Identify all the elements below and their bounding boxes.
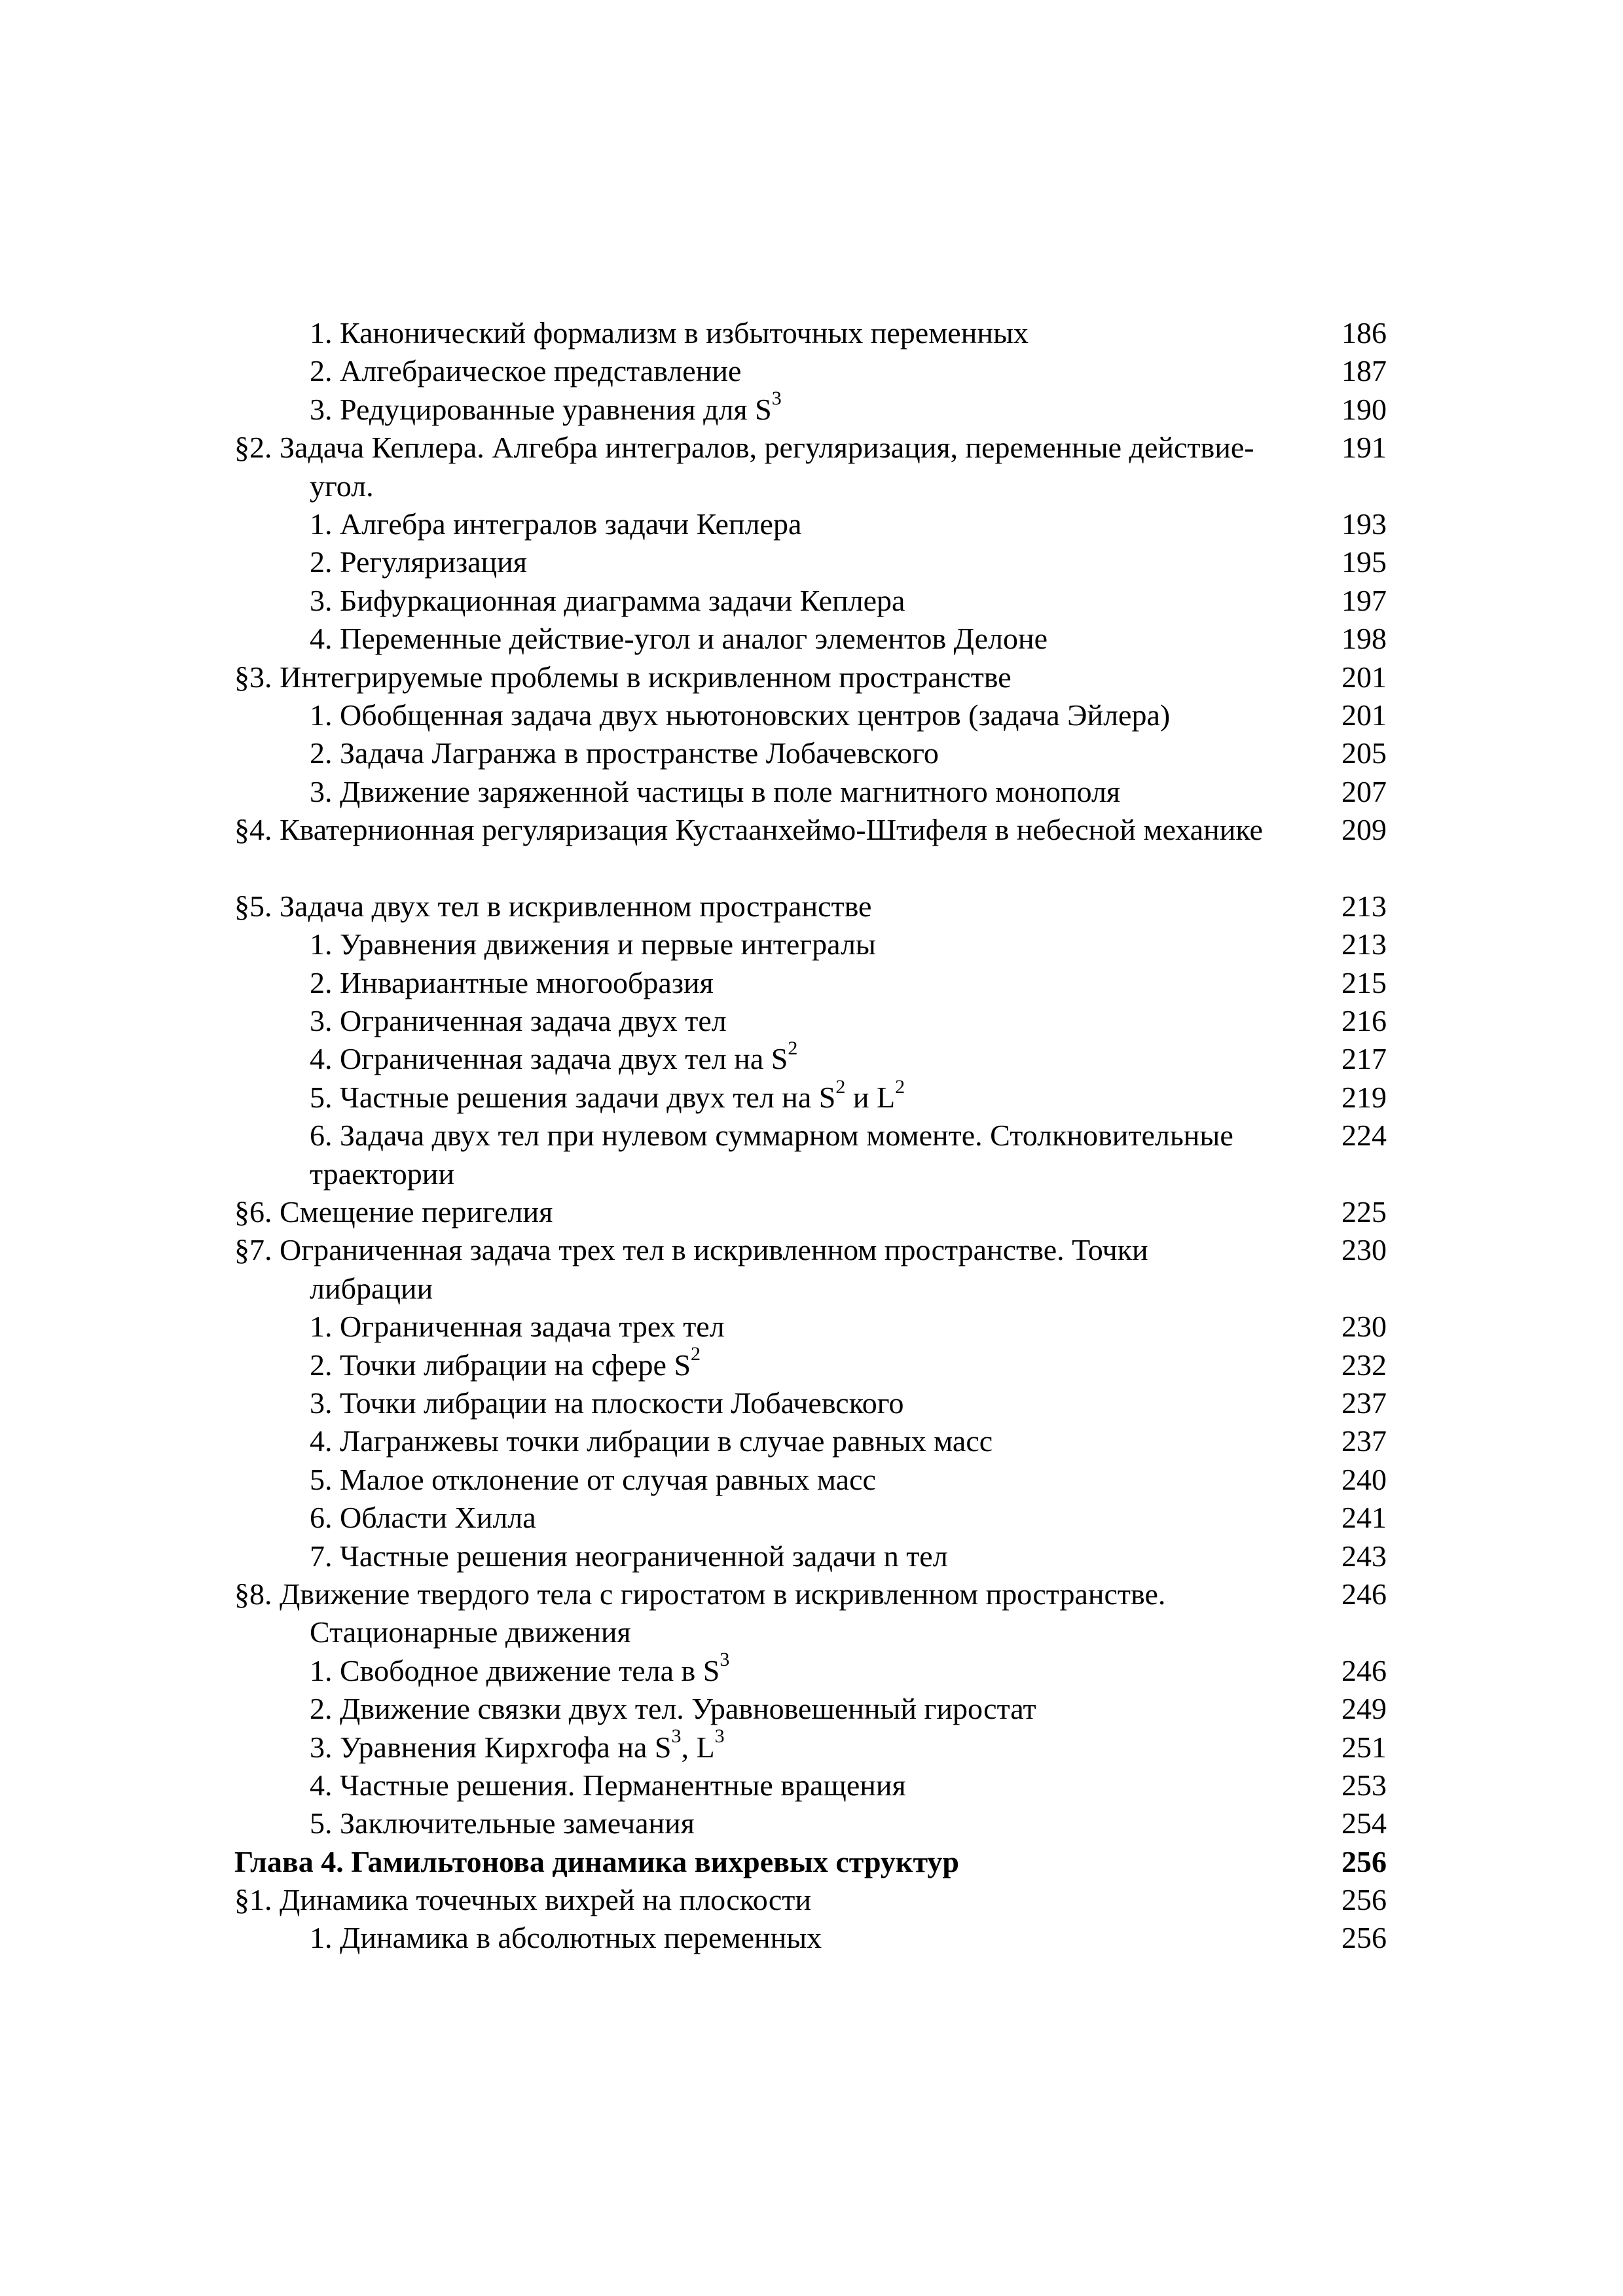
toc-section-entry <box>234 811 1387 888</box>
superscript: 3 <box>771 387 782 410</box>
toc-page-number: 254 <box>1341 1806 1387 1840</box>
toc-entry-text: 6. Задача двух тел при нулевом суммарном моменте. Столкновительные траектории <box>310 1119 1233 1191</box>
toc-entry-text: §3. Интегрируемые проблемы в искривленном пространстве <box>234 660 1012 694</box>
toc-entry-title <box>310 925 1275 963</box>
toc-entry-text: 3. Точки либрации на плоскости Лобачевского <box>310 1386 904 1420</box>
toc-page-number: 246 <box>1341 1653 1387 1687</box>
toc-entry-title <box>310 1690 1275 1728</box>
toc-entry-text: 7. Частные решения неограниченной задачи n тел <box>310 1539 948 1573</box>
toc-page-number: 195 <box>1341 545 1387 579</box>
toc-page-number: 230 <box>1341 1233 1387 1267</box>
toc-entry-text: 2. Алгебраическое представление <box>310 354 742 388</box>
toc-page-number: 241 <box>1341 1501 1387 1535</box>
toc-entry-title <box>310 352 1275 390</box>
toc-subsection-entry <box>234 1537 1387 1575</box>
toc-entry-text: 2. Регуляризация <box>310 545 527 579</box>
toc-subsection-entry <box>234 1690 1387 1728</box>
toc-page-number: 246 <box>1341 1577 1387 1611</box>
toc-section-entry <box>234 888 1387 925</box>
toc-page-number: 249 <box>1341 1692 1387 1726</box>
toc-entry-text: 2. Задача Лагранжа в пространстве Лобачевского <box>310 736 939 770</box>
toc-page-number: 216 <box>1341 1004 1387 1038</box>
toc-entry-text: Глава 4. Гамильтонова динамика вихревых структур <box>234 1844 960 1878</box>
toc-section-entry <box>234 429 1387 505</box>
toc-entry-title <box>310 543 1275 581</box>
toc-entry-text: §1. Динамика точечных вихрей на плоскости <box>234 1883 812 1917</box>
toc-entry-title <box>310 582 1275 620</box>
toc-section-entry <box>234 658 1387 696</box>
toc-subsection-entry <box>234 1767 1387 1804</box>
toc-subsection-entry <box>234 1075 1387 1117</box>
toc-entry-title <box>234 1575 1275 1652</box>
toc-entry-title <box>310 1725 1275 1767</box>
toc-page-number: 232 <box>1341 1348 1387 1382</box>
toc-entry-title <box>310 734 1275 772</box>
toc-subsection-entry <box>234 1117 1387 1193</box>
toc-subsection-entry <box>234 734 1387 772</box>
superscript: 3 <box>720 1649 730 1671</box>
toc-subsection-entry <box>234 1461 1387 1499</box>
toc-entry-title <box>310 1075 1275 1117</box>
toc-entry-title <box>310 1461 1275 1499</box>
toc-entry-title <box>234 1231 1275 1308</box>
toc-page-number: 237 <box>1341 1424 1387 1458</box>
toc-entry-text: §7. Ограниченная задача трех тел в искривленном пространстве. Точки либрации <box>234 1233 1148 1305</box>
toc-page-number: 240 <box>1341 1462 1387 1496</box>
toc-entry-text: 2. Движение связки двух тел. Уравновешенный гиростат <box>310 1692 1036 1726</box>
toc-subsection-entry <box>234 582 1387 620</box>
toc-entry-title <box>310 505 1275 543</box>
toc-page-number: 213 <box>1341 927 1387 961</box>
toc-entry-text: 1. Канонический формализм в избыточных переменных <box>310 316 1029 350</box>
toc-subsection-entry <box>234 1002 1387 1040</box>
toc-subsection-entry <box>234 696 1387 734</box>
toc-entry-title <box>310 1649 1275 1690</box>
toc-entry-title <box>310 1037 1275 1078</box>
toc-entry-text: 5. Частные решения задачи двух тел на S <box>310 1080 836 1114</box>
toc-entry-title <box>310 314 1275 352</box>
toc-page-number: 237 <box>1341 1386 1387 1420</box>
toc-entry-title <box>234 888 1275 925</box>
toc-entry-text: 1. Алгебра интегралов задачи Кеплера <box>310 507 802 541</box>
toc-entry-title <box>310 696 1275 734</box>
toc-entry-text: 4. Переменные действие-угол и аналог элементов Делоне <box>310 622 1048 656</box>
toc-entry-text: 6. Области Хилла <box>310 1501 536 1535</box>
toc-page-number: 217 <box>1341 1042 1387 1076</box>
toc-section-entry <box>234 1575 1387 1652</box>
toc-page-number: 190 <box>1341 392 1387 426</box>
toc-entry-title <box>310 964 1275 1002</box>
toc-page-number: 256 <box>1341 1921 1387 1955</box>
toc-entry-title <box>310 387 1275 429</box>
toc-entry-title <box>310 1308 1275 1346</box>
toc-entry-text: §8. Движение твердого тела с гиростатом в искривленном пространстве. Стационарные движения <box>234 1577 1166 1649</box>
toc-entry-text: 2. Точки либрации на сфере S <box>310 1348 691 1382</box>
toc-entry-text: 3. Бифуркационная диаграмма задачи Кеплера <box>310 583 905 617</box>
toc-entry-title <box>310 1499 1275 1537</box>
toc-entry-title <box>310 773 1275 811</box>
toc-section-entry <box>234 1193 1387 1231</box>
toc-entry-text: 4. Ограниченная задача двух тел на S <box>310 1042 788 1076</box>
toc-entry-text: 1. Динамика в абсолютных переменных <box>310 1921 822 1955</box>
toc-section-entry <box>234 1231 1387 1308</box>
toc-subsection-entry <box>234 314 1387 352</box>
toc-page-number: 219 <box>1341 1080 1387 1114</box>
toc-subsection-entry <box>234 1725 1387 1767</box>
superscript: 2 <box>895 1075 905 1098</box>
toc-entry-text: 1. Обобщенная задача двух ньютоновских центров (задача Эйлера) <box>310 698 1171 732</box>
toc-entry-title <box>310 1919 1275 1957</box>
toc-subsection-entry <box>234 543 1387 581</box>
toc-entry-text-continued: , L <box>681 1730 715 1764</box>
toc-entry-text: 3. Уравнения Кирхгофа на S <box>310 1730 672 1764</box>
toc-page-number: 187 <box>1341 354 1387 388</box>
toc-page-number: 205 <box>1341 736 1387 770</box>
toc-entry-title <box>310 1002 1275 1040</box>
toc-entry-text: 1. Ограниченная задача трех тел <box>310 1310 725 1344</box>
toc-page-number: 215 <box>1341 965 1387 999</box>
toc-entry-text: 3. Движение заряженной частицы в поле магнитного монополя <box>310 774 1121 808</box>
toc-subsection-entry <box>234 352 1387 390</box>
toc-chapter-entry <box>234 1843 1387 1881</box>
toc-page-number: 201 <box>1341 698 1387 732</box>
toc-subsection-entry <box>234 1804 1387 1842</box>
toc-subsection-entry <box>234 1343 1387 1384</box>
toc-page-number: 251 <box>1341 1730 1387 1764</box>
toc-entry-title <box>234 811 1275 849</box>
toc-entry-text: 3. Ограниченная задача двух тел <box>310 1004 727 1038</box>
toc-entry-text: 3. Редуцированные уравнения для S <box>310 392 772 426</box>
toc-entry-text: §2. Задача Кеплера. Алгебра интегралов, регуляризация, переменные действие-угол. <box>234 431 1254 503</box>
toc-entry-text: 4. Лагранжевы точки либрации в случае равных масс <box>310 1424 993 1458</box>
toc-entry-text: §4. Кватернионная регуляризация Кустаанхеймо-Штифеля в небесной механике <box>234 813 1263 847</box>
toc-entry-title <box>310 1767 1275 1804</box>
toc-entry-title <box>310 1422 1275 1460</box>
toc-entry-title <box>310 1343 1275 1384</box>
toc-subsection-entry <box>234 925 1387 963</box>
toc-subsection-entry <box>234 1308 1387 1346</box>
superscript: 3 <box>671 1725 682 1748</box>
toc-subsection-entry <box>234 1422 1387 1460</box>
toc-page-number: 201 <box>1341 660 1387 694</box>
toc-page-number: 213 <box>1341 889 1387 923</box>
superscript: 2 <box>788 1037 798 1060</box>
toc-entry-text: §5. Задача двух тел в искривленном пространстве <box>234 889 872 923</box>
toc-entry-title <box>234 1881 1275 1919</box>
toc-entry-text: §6. Смещение перигелия <box>234 1195 553 1229</box>
toc-page-number: 209 <box>1341 813 1387 847</box>
toc-entry-text: 2. Инвариантные многообразия <box>310 965 714 999</box>
toc-subsection-entry <box>234 620 1387 658</box>
toc-subsection-entry <box>234 773 1387 811</box>
toc-subsection-entry <box>234 1384 1387 1422</box>
toc-page-number: 224 <box>1341 1119 1387 1153</box>
superscript: 3 <box>714 1725 725 1748</box>
toc-entry-text-continued: и L <box>845 1080 896 1114</box>
toc-entry-text: 1. Уравнения движения и первые интегралы <box>310 927 876 961</box>
toc-entry-title <box>234 1193 1275 1231</box>
toc-entry-text: 5. Заключительные замечания <box>310 1806 695 1840</box>
toc-page-number: 243 <box>1341 1539 1387 1573</box>
toc-entry-text: 5. Малое отклонение от случая равных масс <box>310 1462 876 1496</box>
toc-page-number: 225 <box>1341 1195 1387 1229</box>
toc-page-number: 193 <box>1341 507 1387 541</box>
toc-page-number: 230 <box>1341 1310 1387 1344</box>
toc-subsection-entry <box>234 1649 1387 1690</box>
table-of-contents <box>234 314 1387 1958</box>
toc-page-number: 253 <box>1341 1768 1387 1802</box>
toc-entry-title <box>234 658 1275 696</box>
toc-subsection-entry <box>234 964 1387 1002</box>
toc-entry-title <box>234 1843 1275 1881</box>
toc-entry-text: 4. Частные решения. Перманентные вращения <box>310 1768 906 1802</box>
toc-entry-title <box>310 620 1275 658</box>
toc-page-number: 198 <box>1341 622 1387 656</box>
toc-page-number: 256 <box>1341 1883 1387 1917</box>
toc-entry-title <box>310 1117 1275 1193</box>
toc-subsection-entry <box>234 1499 1387 1537</box>
toc-entry-text: 1. Свободное движение тела в S <box>310 1653 720 1687</box>
toc-page-number: 186 <box>1341 316 1387 350</box>
toc-page-number: 256 <box>1341 1844 1387 1878</box>
toc-entry-title <box>310 1384 1275 1422</box>
toc-page-number: 191 <box>1341 431 1387 465</box>
toc-page-number: 197 <box>1341 583 1387 617</box>
toc-subsection-entry <box>234 387 1387 429</box>
toc-subsection-entry <box>234 1037 1387 1078</box>
toc-entry-title <box>310 1537 1275 1575</box>
superscript: 2 <box>835 1075 846 1098</box>
toc-section-entry <box>234 1881 1387 1919</box>
toc-entry-title <box>234 429 1275 505</box>
superscript: 2 <box>691 1343 701 1365</box>
toc-entry-title <box>310 1804 1275 1842</box>
toc-subsection-entry <box>234 1919 1387 1957</box>
toc-subsection-entry <box>234 505 1387 543</box>
toc-page-number: 207 <box>1341 774 1387 808</box>
